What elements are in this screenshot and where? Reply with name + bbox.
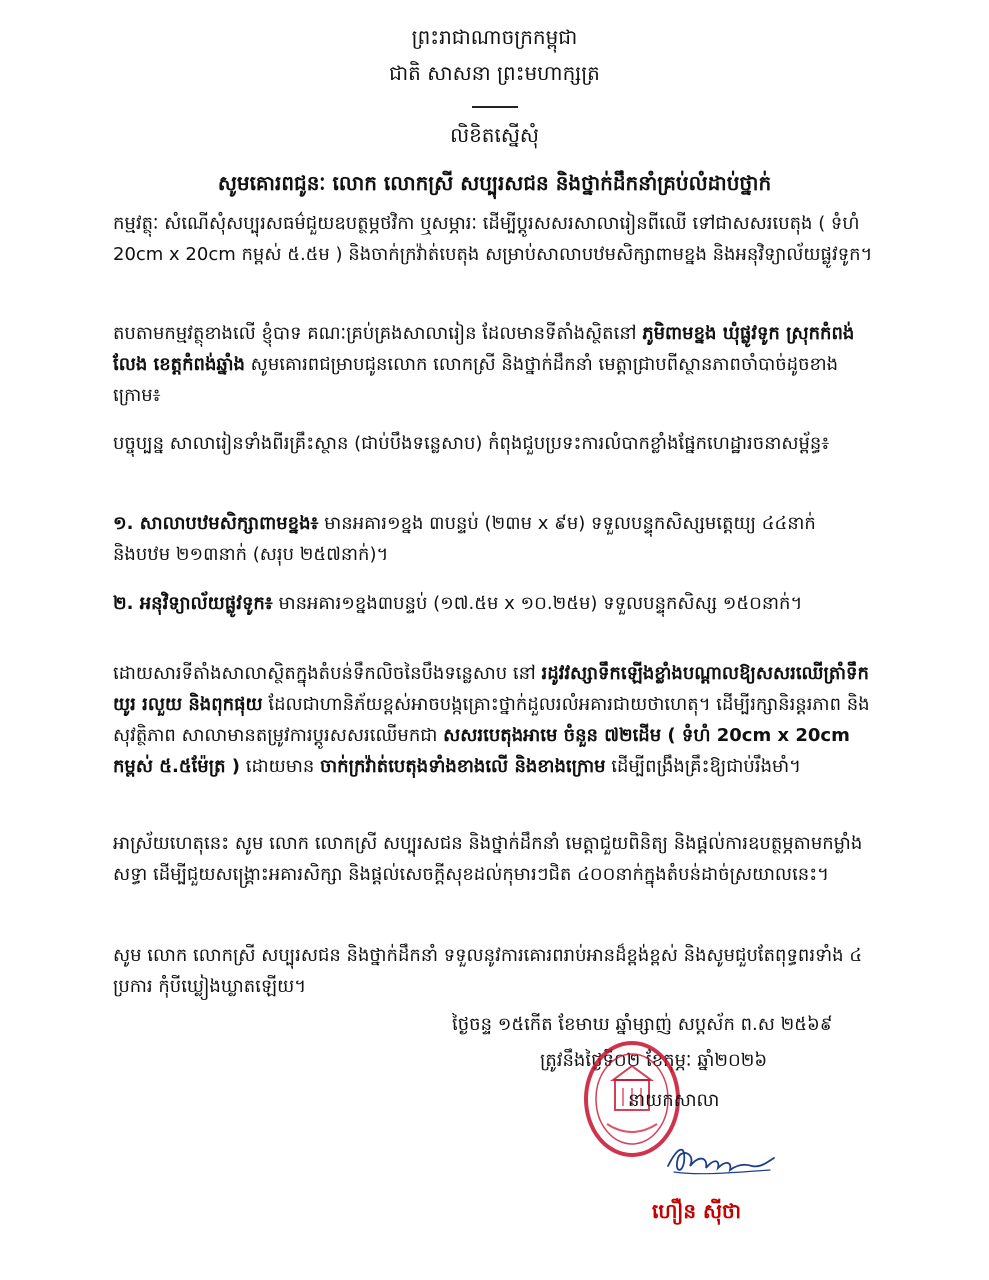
school-item-2-text: មានអគារ១ខ្នង៣បន្ទប់ (១៧.៥ម x ១០.២៥ម) ទទួលបន្ទុកសិស្ស ១៥០នាក់។ [272, 593, 803, 614]
reason-text-g: ដើម្បីពង្រឹងគ្រឹះឱ្យជាប់រឹងមាំ។ [605, 756, 801, 777]
reason-text-b: រដូវវស្សាទឹកឡើងខ្លាំងបណ្ដាលឱ្យសសរឈើត្រាំទឹកយូរ រលួយ និងពុកផុយ [113, 663, 869, 715]
reason-text-f: ចាក់ក្រវ៉ាត់បេតុងទាំងខាងលើ និងខាងក្រោម [320, 756, 606, 777]
school-item-1-label: ១. សាលាបឋមសិក្សាពាមខ្នង៖ [113, 513, 319, 534]
salutation: សូមគោរពជូនៈ លោក លោកស្រី សប្បុរសជន និងថ្នាក់ដឹកនាំគ្រប់លំដាប់ថ្នាក់ [217, 171, 772, 195]
solar-date: ត្រូវនឹងថ្ងៃទី០២ ខែកុម្ភៈ ឆ្នាំ២០២៦ [540, 1050, 768, 1071]
context-paragraph [113, 318, 873, 411]
signature-icon [660, 1128, 780, 1188]
reason-text-a: ដោយសារទីតាំងសាលាស្ថិតក្នុងតំបន់ទឹកលិចនៃបឹងទន្លេសាប នៅ [113, 663, 542, 684]
school-location: ភូមិពាមខ្នង ឃុំផ្លូវទូក ស្រុកកំពង់លែង ខេត្តកំពង់ឆ្នាំង [113, 323, 855, 375]
signer-title: នាយកសាលា [628, 1090, 720, 1111]
school-item-2-label: ២. អនុវិទ្យាល័យផ្លូវទូក៖ [113, 593, 273, 614]
school-item-1 [113, 508, 873, 570]
current-situation-paragraph: បច្ចុប្បន្ន សាលារៀនទាំងពីរគ្រឹះស្ថាន (ជាប់បឹងទន្លេសាប) កំពុងជួបប្រទះការលំបាកខ្លាំងផ្នែកហេដ្ឋារចនាសម្ព័ន្ធ៖ [113, 433, 830, 454]
header-divider [472, 106, 518, 108]
request-paragraph: អាស្រ័យហេតុនេះ សូម លោក លោកស្រី សប្បុរសជន និងថ្នាក់ដឹកនាំ មេត្តាជួយពិនិត្យ និងផ្ដល់ការឧបត្ថម្ភតាមកម្លាំងសទ្ធា ដើម្បីជួយសង្គ្រោះអគារសិក្សា និងផ្ដល់សេចក្ដីសុខដល់កុមារៗជិត ៤០០នាក់ក្នុងតំបន់ដាច់ស្រយាលនេះ។ [113, 833, 863, 885]
context-text-c: សូមគោរពជម្រាបជូនលោក លោកស្រី និងថ្នាក់ដឹកនាំ មេត្តាជ្រាបពីស្ថានភាពចាំបាច់ដូចខាងក្រោម៖ [113, 354, 839, 406]
school-item-2 [113, 588, 873, 619]
national-motto: ជាតិ សាសនា ព្រះមហាក្សត្រ [389, 61, 600, 85]
reason-text-c: ដែលជាហានិភ័យខ្ពស់អាចបង្កគ្រោះថ្នាក់ដួលរលំអគារជាយថាហេតុ។ ដើម្បីរក្សានិរន្តរភាព និងសុវត្ថិភាព សាលាមានតម្រូវការប្ដូរសសរឈើមកជា [113, 694, 870, 746]
subject-paragraph: កម្មវត្ថុៈ សំណើសុំសប្បុរសធម៌ជួយឧបត្ថម្ភថវិកា ឬសម្ភារៈ ដើម្បីប្ដូរសសរសាលារៀនពីឈើ ទៅជាសសរបេតុង ( ទំហំ 20cm x 20cm កម្ពស់ ៥.៥ម ) និងចាក់ក្រវ៉ាត់បេតុង សម្រាប់សាលាបឋមសិក្សាពាមខ្នង និងអនុវិទ្យាល័យផ្លូវទូក។ [113, 213, 873, 265]
closing-paragraph: សូម លោក លោកស្រី សប្បុរសជន និងថ្នាក់ដឹកនាំ ទទួលនូវការគោរពរាប់អានដ៏ខ្ពង់ខ្ពស់ និងសូមជួបតែពុទ្ធពរទាំង ៤ ប្រការ កុំបីឃ្លៀងឃ្លាតឡើយ។ [113, 945, 863, 997]
reason-paragraph [113, 658, 873, 782]
document-title: លិខិតស្នើសុំ [450, 123, 539, 147]
reason-text-d: សសរបេតុងអាមេ ចំនួន ៧២ដើម ( ទំហំ 20cm x 20cm កម្ពស់ ៥.៥ម៉ែត្រ ) [113, 725, 850, 777]
context-text-a: តបតាមកម្មវត្ថុខាងលើ ខ្ញុំបាទ គណៈគ្រប់គ្រងសាលារៀន ដែលមានទីតាំងស្ថិតនៅ [113, 323, 643, 344]
reason-text-e: ដោយមាន [240, 756, 321, 777]
kingdom-heading: ព្រះរាជាណាចក្រកម្ពុជា [411, 25, 578, 49]
lunar-date: ថ្ងៃចន្ទ ១៥កើត ខែមាឃ ឆ្នាំម្សាញ់ សប្តស័ក ព.ស ២៥៦៩ [452, 1014, 833, 1035]
school-item-1-text: មានអគារ១ខ្នង ៣បន្ទប់ (២៣ម x ៩ម) ទទួលបន្ទុកសិស្សមត្តេយ្យ ៤៤នាក់ និងបឋម ២១៣នាក់ (សរុប ២៥៧នាក់)។ [113, 513, 816, 565]
signer-name: ហឿន ស៊ីថា [652, 1199, 742, 1223]
